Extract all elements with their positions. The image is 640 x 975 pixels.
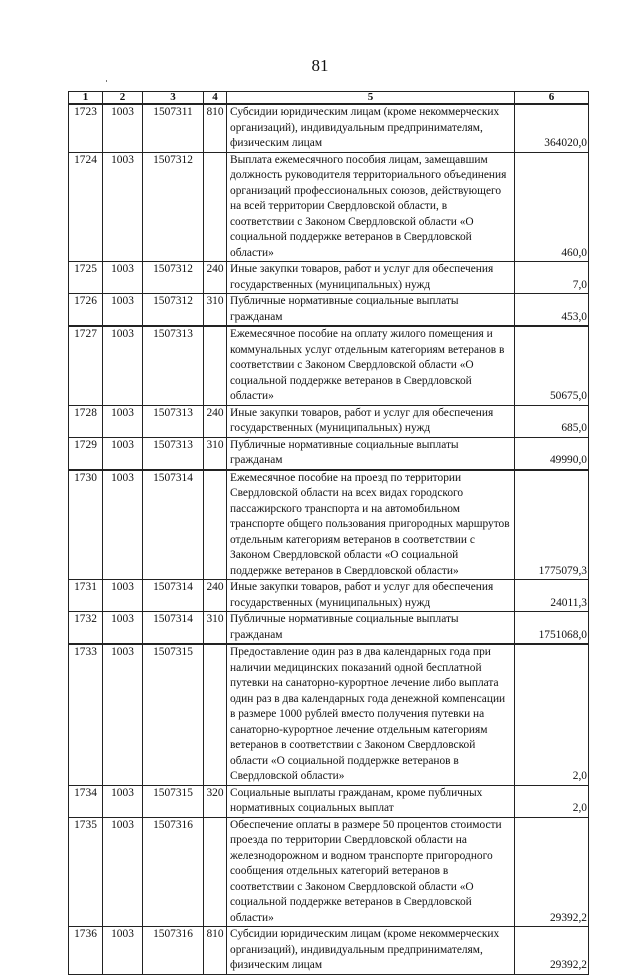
amount: 7,0 bbox=[515, 262, 589, 294]
line-number: 1730 bbox=[69, 470, 103, 580]
expense-type: 240 bbox=[204, 405, 227, 437]
target-code: 1507313 bbox=[143, 405, 204, 437]
header-row bbox=[69, 92, 589, 105]
target-code: 1507314 bbox=[143, 580, 204, 612]
description: Ежемесячное пособие на проезд по территории Свердловской области на всех видах городского пассажирского транспорта и на автомобильном транспорте общего пользования пригородных маршрутов отдельным категориям ветеранов в соответствии с Законом Свердловской области «О социальной поддержке ветеранов в Свердловской области» bbox=[227, 470, 515, 580]
table-row bbox=[69, 104, 589, 152]
line-number: 1724 bbox=[69, 152, 103, 262]
table-row bbox=[69, 817, 589, 927]
line-number: 1726 bbox=[69, 294, 103, 327]
table-row bbox=[69, 580, 589, 612]
line-number: 1736 bbox=[69, 927, 103, 975]
table-row bbox=[69, 326, 589, 405]
amount: 460,0 bbox=[515, 152, 589, 262]
amount: 685,0 bbox=[515, 405, 589, 437]
target-code: 1507312 bbox=[143, 152, 204, 262]
table-row bbox=[69, 927, 589, 975]
line-number: 1732 bbox=[69, 612, 103, 645]
section-code: 1003 bbox=[103, 262, 143, 294]
header-col-3: 3 bbox=[143, 92, 204, 105]
description: Субсидии юридическим лицам (кроме некоммерческих организаций), индивидуальным предпринимателям, физическим лицам bbox=[227, 927, 515, 975]
line-number: 1729 bbox=[69, 437, 103, 470]
section-code: 1003 bbox=[103, 817, 143, 927]
line-number: 1731 bbox=[69, 580, 103, 612]
description: Иные закупки товаров, работ и услуг для обеспечения государственных (муниципальных) нужд bbox=[227, 262, 515, 294]
target-code: 1507313 bbox=[143, 326, 204, 405]
amount: 2,0 bbox=[515, 785, 589, 817]
table-row bbox=[69, 470, 589, 580]
section-code: 1003 bbox=[103, 152, 143, 262]
scan-artifact bbox=[106, 80, 107, 82]
expense-type bbox=[204, 152, 227, 262]
target-code: 1507315 bbox=[143, 644, 204, 785]
description: Публичные нормативные социальные выплаты гражданам bbox=[227, 612, 515, 645]
line-number: 1728 bbox=[69, 405, 103, 437]
budget-table bbox=[68, 91, 589, 975]
target-code: 1507312 bbox=[143, 294, 204, 327]
section-code: 1003 bbox=[103, 927, 143, 975]
target-code: 1507311 bbox=[143, 104, 204, 152]
expense-type: 240 bbox=[204, 580, 227, 612]
table-row bbox=[69, 152, 589, 262]
line-number: 1725 bbox=[69, 262, 103, 294]
description: Обеспечение оплаты в размере 50 процентов стоимости проезда по территории Свердловской области на железнодорожном и водном транспорте пригородного сообщения отдельных категорий ветеранов в соответствии с Законом Свердловской области «О социальной поддержке ветеранов в Свердловской области» bbox=[227, 817, 515, 927]
section-code: 1003 bbox=[103, 294, 143, 327]
description: Публичные нормативные социальные выплаты гражданам bbox=[227, 294, 515, 327]
target-code: 1507314 bbox=[143, 470, 204, 580]
description: Публичные нормативные социальные выплаты гражданам bbox=[227, 437, 515, 470]
amount: 49990,0 bbox=[515, 437, 589, 470]
section-code: 1003 bbox=[103, 326, 143, 405]
header-col-1: 1 bbox=[69, 92, 103, 105]
expense-type bbox=[204, 326, 227, 405]
expense-type: 240 bbox=[204, 262, 227, 294]
line-number: 1734 bbox=[69, 785, 103, 817]
target-code: 1507313 bbox=[143, 437, 204, 470]
line-number: 1723 bbox=[69, 104, 103, 152]
amount: 364020,0 bbox=[515, 104, 589, 152]
amount: 24011,3 bbox=[515, 580, 589, 612]
table-row bbox=[69, 612, 589, 645]
amount: 453,0 bbox=[515, 294, 589, 327]
amount: 50675,0 bbox=[515, 326, 589, 405]
section-code: 1003 bbox=[103, 437, 143, 470]
amount: 2,0 bbox=[515, 644, 589, 785]
section-code: 1003 bbox=[103, 405, 143, 437]
description: Выплата ежемесячного пособия лицам, замещавшим должность руководителя территориального объединения организаций профессиональных союзов, действующего на всей территории Свердловской области, в соответствии с Законом Свердловской области «О социальной поддержке ветеранов в Свердловской области» bbox=[227, 152, 515, 262]
table-row bbox=[69, 785, 589, 817]
section-code: 1003 bbox=[103, 785, 143, 817]
table-row bbox=[69, 437, 589, 470]
target-code: 1507316 bbox=[143, 817, 204, 927]
section-code: 1003 bbox=[103, 580, 143, 612]
expense-type: 810 bbox=[204, 927, 227, 975]
header-col-2: 2 bbox=[103, 92, 143, 105]
description: Субсидии юридическим лицам (кроме некоммерческих организаций), индивидуальным предпринимателям, физическим лицам bbox=[227, 104, 515, 152]
description: Ежемесячное пособие на оплату жилого помещения и коммунальных услуг отдельным категориям ветеранов в соответствии с Законом Свердловской области «О социальной поддержке ветеранов в Свердловской области» bbox=[227, 326, 515, 405]
header-col-5: 5 bbox=[227, 92, 515, 105]
expense-type bbox=[204, 817, 227, 927]
expense-type: 310 bbox=[204, 294, 227, 327]
table-row bbox=[69, 644, 589, 785]
page-number: 81 bbox=[311, 56, 329, 75]
target-code: 1507314 bbox=[143, 612, 204, 645]
table-row bbox=[69, 294, 589, 327]
section-code: 1003 bbox=[103, 612, 143, 645]
section-code: 1003 bbox=[103, 470, 143, 580]
header-col-4: 4 bbox=[204, 92, 227, 105]
section-code: 1003 bbox=[103, 644, 143, 785]
target-code: 1507316 bbox=[143, 927, 204, 975]
table-row bbox=[69, 262, 589, 294]
description: Социальные выплаты гражданам, кроме публичных нормативных социальных выплат bbox=[227, 785, 515, 817]
amount: 29392,2 bbox=[515, 927, 589, 975]
expense-type: 320 bbox=[204, 785, 227, 817]
expense-type: 810 bbox=[204, 104, 227, 152]
line-number: 1733 bbox=[69, 644, 103, 785]
expense-type: 310 bbox=[204, 437, 227, 470]
expense-type bbox=[204, 470, 227, 580]
amount: 29392,2 bbox=[515, 817, 589, 927]
description: Иные закупки товаров, работ и услуг для обеспечения государственных (муниципальных) нужд bbox=[227, 405, 515, 437]
expense-type bbox=[204, 644, 227, 785]
section-code: 1003 bbox=[103, 104, 143, 152]
description: Иные закупки товаров, работ и услуг для обеспечения государственных (муниципальных) нужд bbox=[227, 580, 515, 612]
table-row bbox=[69, 405, 589, 437]
target-code: 1507315 bbox=[143, 785, 204, 817]
line-number: 1735 bbox=[69, 817, 103, 927]
target-code: 1507312 bbox=[143, 262, 204, 294]
header-col-6: 6 bbox=[515, 92, 589, 105]
expense-type: 310 bbox=[204, 612, 227, 645]
amount: 1751068,0 bbox=[515, 612, 589, 645]
line-number: 1727 bbox=[69, 326, 103, 405]
amount: 1775079,3 bbox=[515, 470, 589, 580]
description: Предоставление один раз в два календарных года при наличии медицинских показаний одной бесплатной путевки на санаторно-курортное лечение либо выплата один раз в два календарных года денежной компенсации в размере 1000 рублей вместо получения путевки на санаторно-курортное лечение отдельным категориям ветеранов в соответствии с Законом Свердловской области «О социальной поддержке ветеранов в Свердловской области» bbox=[227, 644, 515, 785]
